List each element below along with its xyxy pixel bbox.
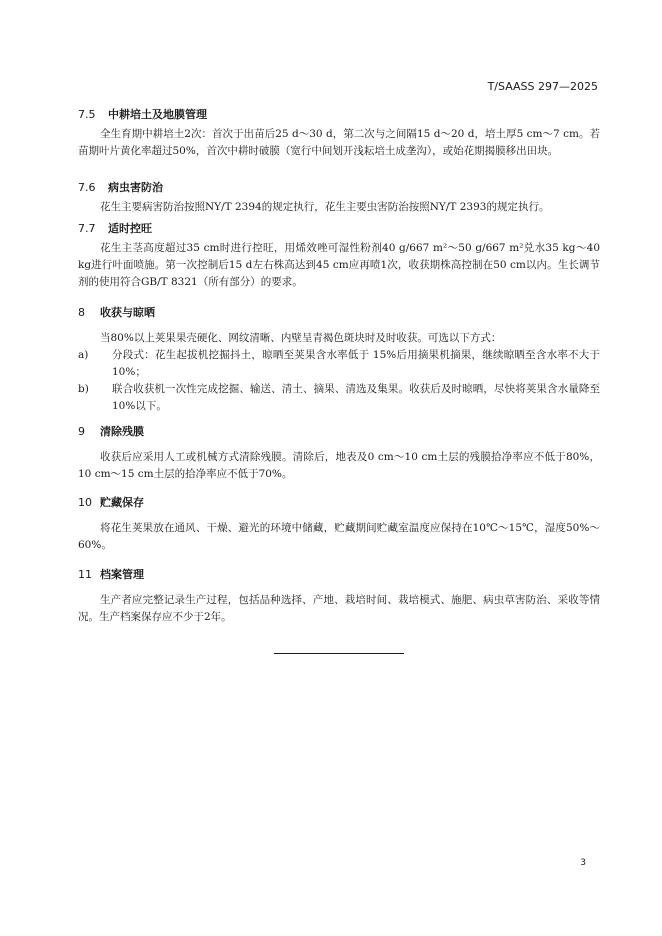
document-code: T/SAASS 297—2025 xyxy=(487,80,598,93)
section-10 xyxy=(78,495,600,554)
section-heading xyxy=(78,567,600,583)
section-9 xyxy=(78,424,600,483)
section-number: 7.7 xyxy=(78,222,96,235)
list-item xyxy=(78,347,600,381)
section-title: 适时控旺 xyxy=(108,222,152,235)
section-paragraph: 生产者应完整记录生产过程，包括品种选择、产地、栽培时间、栽培模式、施肥、病虫草害防治、采收等情况。生产档案保存应不少于2年。 xyxy=(78,594,600,623)
section-paragraph: 将花生荚果放在通风、干燥、避光的环境中储藏，贮藏期间贮藏室温度应保持在10℃～15℃，湿度50%～60%。 xyxy=(78,522,600,551)
section-title: 中耕培土及地膜管理 xyxy=(108,108,207,121)
section-number: 11 xyxy=(78,568,92,581)
section-7-6 xyxy=(78,180,600,216)
section-heading xyxy=(78,424,600,440)
section-number: 10 xyxy=(78,496,92,509)
section-number: 9 xyxy=(78,425,85,438)
section-7-7 xyxy=(78,221,600,291)
list-marker: b) xyxy=(78,383,89,395)
section-title: 清除残膜 xyxy=(100,425,144,438)
section-number: 7.6 xyxy=(78,181,96,194)
section-title: 档案管理 xyxy=(100,568,144,581)
page-number: 3 xyxy=(580,858,586,868)
section-heading xyxy=(78,495,600,511)
section-8 xyxy=(78,305,600,415)
section-paragraph: 全生育期中耕培土2次：首次于出苗后25 d～30 d，第二次与之间隔15 d～20 d，培土厚5 cm～7 cm。若苗期叶片黄化率超过50%，首次中耕时破膜（宽行中间划开浅耘培土成垄沟），或始花期揭膜移出田块。 xyxy=(78,128,600,157)
section-paragraph: 花生主要病害防治按照NY/T 2394的规定执行，花生主要虫害防治按照NY/T 2393的规定执行。 xyxy=(100,201,550,213)
end-of-text-rule xyxy=(274,653,404,654)
section-title: 收获与晾晒 xyxy=(100,306,155,319)
section-number: 8 xyxy=(78,306,85,319)
section-heading xyxy=(78,221,600,237)
section-7-5 xyxy=(78,107,600,160)
list-marker: a) xyxy=(78,349,89,361)
section-paragraph: 当80%以上荚果果壳硬化、网纹清晰、内壁呈青褐色斑块时及时收获。可选以下方式： xyxy=(100,332,502,344)
section-heading xyxy=(78,180,600,196)
section-heading xyxy=(78,305,600,321)
section-number: 7.5 xyxy=(78,108,96,121)
section-title: 贮藏保存 xyxy=(100,496,144,509)
section-11 xyxy=(78,567,600,626)
section-paragraph: 花生主茎高度超过35 cm时进行控旺，用烯效唑可湿性粉剂40 g/667 m²～50 g/667 m²兑水35 kg～40 kg进行叶面喷施。第一次控制后15 d左右株高达到45 cm应再喷1次，收获期株高控制在50 cm以内。生长调节剂的使用符合GB/T 8321（所有部分）的要求。 xyxy=(78,242,600,288)
list-item-text: 联合收获机一次性完成挖掘、输送、清土、摘果、清选及集果。收获后及时晾晒，尽快将荚果含水量降至 10%以下。 xyxy=(112,383,600,412)
section-title: 病虫害防治 xyxy=(108,181,163,194)
list-item xyxy=(78,381,600,415)
section-paragraph: 收获后应采用人工或机械方式清除残膜。清除后，地表及0 cm～10 cm土层的残膜拾净率应不低于80%，10 cm～15 cm土层的拾净率应不低于70%。 xyxy=(78,451,600,480)
section-heading xyxy=(78,107,600,123)
list-item-text: 分段式：花生起拔机挖掘抖土，晾晒至荚果含水率低于 15%后用摘果机摘果，继续晾晒至含水率不大于 10%； xyxy=(112,349,600,378)
